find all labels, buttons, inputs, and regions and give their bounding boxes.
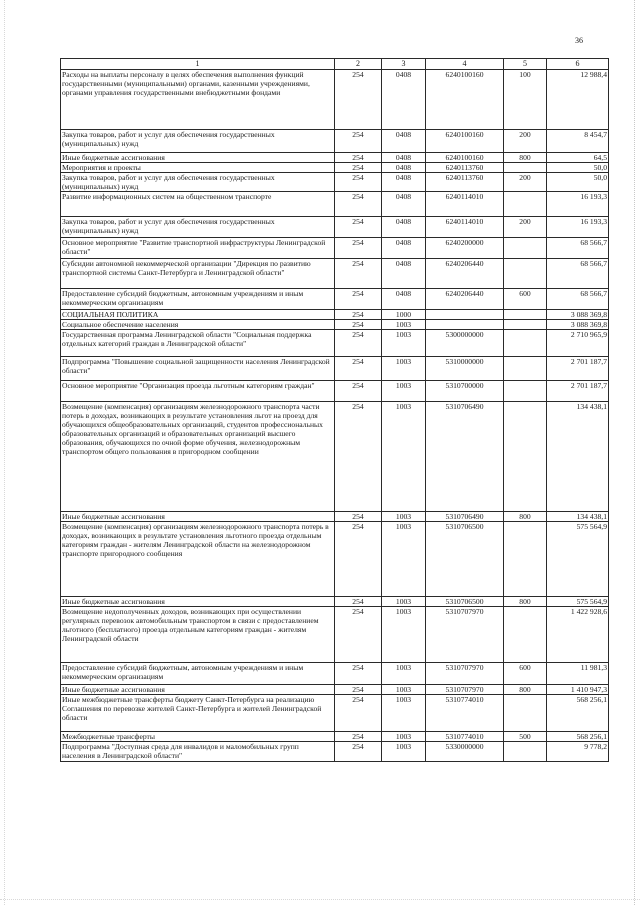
row-type-cell — [504, 402, 547, 512]
row-name-cell: Иные бюджетные ассигнования — [61, 512, 335, 522]
row-name-cell: Основное мероприятие "Организация проезда льготным категориям граждан" — [61, 381, 335, 402]
column-header: 3 — [382, 59, 426, 70]
row-code-cell: 254 — [335, 695, 382, 732]
row-target-cell: 5300000000 — [426, 330, 504, 357]
row-code-cell: 254 — [335, 289, 382, 310]
row-amount-cell: 50,0 — [547, 173, 609, 192]
row-type-cell: 500 — [504, 732, 547, 742]
row-amount-cell: 68 566,7 — [547, 259, 609, 289]
row-name-cell: Иные бюджетные ассигнования — [61, 153, 335, 163]
row-name-cell: Возмещение (компенсация) организациям железнодорожного транспорта потерь в доходах, возникающих в результате установления льготного проезда отдельным категориям граждан - жителям Ленинградской области на железнодорожном транспорте пригородного сообщения — [61, 522, 335, 597]
row-amount-cell: 64,5 — [547, 153, 609, 163]
row-name-cell: Иные бюджетные ассигнования — [61, 597, 335, 607]
row-amount-cell: 8 454,7 — [547, 130, 609, 153]
row-section-cell: 1003 — [382, 320, 426, 330]
table-header-row — [61, 59, 609, 70]
row-target-cell: 5330000000 — [426, 742, 504, 762]
row-amount-cell: 575 564,9 — [547, 597, 609, 607]
row-section-cell: 1003 — [382, 402, 426, 512]
scan-edge-bottom — [0, 899, 640, 901]
row-code-cell: 254 — [335, 357, 382, 381]
row-type-cell — [504, 238, 547, 259]
row-target-cell: 6240100160 — [426, 153, 504, 163]
row-type-cell: 200 — [504, 217, 547, 238]
row-code-cell: 254 — [335, 330, 382, 357]
row-type-cell — [504, 330, 547, 357]
row-code-cell: 254 — [335, 217, 382, 238]
row-section-cell: 1003 — [382, 381, 426, 402]
row-code-cell: 254 — [335, 663, 382, 685]
row-amount-cell: 2 701 187,7 — [547, 381, 609, 402]
column-header: 1 — [61, 59, 335, 70]
row-target-cell: 5310706500 — [426, 597, 504, 607]
row-amount-cell: 11 981,3 — [547, 663, 609, 685]
row-name-cell: Межбюджетные трансферты — [61, 732, 335, 742]
row-name-cell: Подпрограмма "Доступная среда для инвалидов и маломобильных групп населения в Ленинградской области" — [61, 742, 335, 762]
row-amount-cell: 2 701 187,7 — [547, 357, 609, 381]
row-target-cell: 5310707970 — [426, 685, 504, 695]
table-row — [61, 163, 609, 173]
row-target-cell: 5310706490 — [426, 512, 504, 522]
table-row — [61, 130, 609, 153]
row-name-cell: Подпрограмма "Повышение социальной защищенности населения Ленинградской области" — [61, 357, 335, 381]
row-section-cell: 1000 — [382, 310, 426, 320]
row-type-cell — [504, 522, 547, 597]
column-header: 6 — [547, 59, 609, 70]
row-section-cell: 1003 — [382, 742, 426, 762]
row-amount-cell: 68 566,7 — [547, 238, 609, 259]
row-amount-cell: 3 088 369,8 — [547, 320, 609, 330]
row-code-cell: 254 — [335, 192, 382, 217]
row-code-cell: 254 — [335, 130, 382, 153]
row-target-cell: 5310774010 — [426, 732, 504, 742]
row-section-cell: 0408 — [382, 173, 426, 192]
row-name-cell: Закупка товаров, работ и услуг для обеспечения государственных (муниципальных) нужд — [61, 217, 335, 238]
row-type-cell: 800 — [504, 685, 547, 695]
row-target-cell: 6240113760 — [426, 163, 504, 173]
row-section-cell: 1003 — [382, 522, 426, 597]
row-name-cell: Предоставление субсидий бюджетным, автономным учреждениям и иным некоммерческим организациям — [61, 289, 335, 310]
row-name-cell: Основное мероприятие "Развитие транспортной инфраструктуры Ленинградской области" — [61, 238, 335, 259]
table-row — [61, 320, 609, 330]
table-row — [61, 192, 609, 217]
row-amount-cell: 1 422 928,6 — [547, 607, 609, 663]
table-row — [61, 70, 609, 130]
row-amount-cell: 568 256,1 — [547, 732, 609, 742]
row-name-cell: Закупка товаров, работ и услуг для обеспечения государственных (муниципальных) нужд — [61, 130, 335, 153]
row-code-cell: 254 — [335, 173, 382, 192]
row-name-cell: Возмещение недополученных доходов, возникающих при осуществлении регулярных перевозок автомобильным транспортом в связи с предоставлением льготного (бесплатного) проезда отдельным категориям граждан - жителям Ленинградской области — [61, 607, 335, 663]
row-type-cell: 100 — [504, 70, 547, 130]
row-section-cell: 1003 — [382, 597, 426, 607]
table-row — [61, 522, 609, 597]
page-number: 36 — [575, 36, 583, 45]
row-type-cell — [504, 607, 547, 663]
row-target-cell: 5310706490 — [426, 402, 504, 512]
row-target-cell: 6240113760 — [426, 173, 504, 192]
row-name-cell: Субсидии автономной некоммерческой организации "Дирекция по развитию транспортной системы Санкт-Петербурга и Ленинградской области" — [61, 259, 335, 289]
table-row — [61, 695, 609, 732]
row-target-cell: 6240100160 — [426, 70, 504, 130]
table-row — [61, 259, 609, 289]
row-name-cell: Расходы на выплаты персоналу в целях обеспечения выполнения функций государственными (муниципальными) органами, казенными учреждениями, органами управления государственными внебюджетными фондами — [61, 70, 335, 130]
row-section-cell: 0408 — [382, 153, 426, 163]
row-code-cell: 254 — [335, 402, 382, 512]
column-header: 5 — [504, 59, 547, 70]
row-type-cell: 800 — [504, 512, 547, 522]
row-target-cell: 5310000000 — [426, 357, 504, 381]
row-section-cell: 1003 — [382, 695, 426, 732]
column-header: 2 — [335, 59, 382, 70]
table-row — [61, 310, 609, 320]
row-type-cell — [504, 163, 547, 173]
row-code-cell: 254 — [335, 522, 382, 597]
row-target-cell: 6240100160 — [426, 130, 504, 153]
row-section-cell: 0408 — [382, 289, 426, 310]
row-target-cell: 6240114010 — [426, 217, 504, 238]
row-section-cell: 1003 — [382, 732, 426, 742]
row-code-cell: 254 — [335, 381, 382, 402]
row-code-cell: 254 — [335, 607, 382, 663]
row-code-cell: 254 — [335, 597, 382, 607]
row-target-cell: 5310706500 — [426, 522, 504, 597]
row-code-cell: 254 — [335, 163, 382, 173]
row-target-cell: 5310774010 — [426, 695, 504, 732]
column-header: 4 — [426, 59, 504, 70]
row-section-cell: 0408 — [382, 70, 426, 130]
table-row — [61, 607, 609, 663]
row-type-cell: 800 — [504, 153, 547, 163]
row-type-cell: 600 — [504, 289, 547, 310]
row-type-cell — [504, 192, 547, 217]
row-section-cell: 0408 — [382, 259, 426, 289]
row-amount-cell: 3 088 369,8 — [547, 310, 609, 320]
row-section-cell: 0408 — [382, 130, 426, 153]
table-row — [61, 685, 609, 695]
row-section-cell: 1003 — [382, 685, 426, 695]
row-code-cell: 254 — [335, 742, 382, 762]
table-row — [61, 289, 609, 310]
row-target-cell: 6240114010 — [426, 192, 504, 217]
row-name-cell: Государственная программа Ленинградской области "Социальная поддержка отдельных категорий граждан в Ленинградской области" — [61, 330, 335, 357]
row-name-cell: Предоставление субсидий бюджетным, автономным учреждениям и иным некоммерческим организациям — [61, 663, 335, 685]
row-name-cell: Возмещение (компенсация) организациям железнодорожного транспорта части потерь в доходах, возникающих в результате установления льгот на проезд для обучающихся общеобразовательных организаций, студентов профессиональных образовательных организаций и образовательных организаций высшего образования, обучающихся по очной форме обучения, железнодорожным транспортом общего пользования в пригородном сообщении — [61, 402, 335, 512]
row-name-cell: Мероприятия и проекты — [61, 163, 335, 173]
row-target-cell: 5310700000 — [426, 381, 504, 402]
row-section-cell: 1003 — [382, 512, 426, 522]
row-section-cell: 0408 — [382, 238, 426, 259]
row-amount-cell: 575 564,9 — [547, 522, 609, 597]
row-section-cell: 0408 — [382, 192, 426, 217]
row-code-cell: 254 — [335, 732, 382, 742]
table-row — [61, 330, 609, 357]
row-type-cell — [504, 259, 547, 289]
row-target-cell: 6240206440 — [426, 289, 504, 310]
row-section-cell: 1003 — [382, 330, 426, 357]
table-row — [61, 402, 609, 512]
row-amount-cell: 16 193,3 — [547, 217, 609, 238]
row-section-cell: 1003 — [382, 607, 426, 663]
row-type-cell — [504, 381, 547, 402]
row-name-cell: Социальное обеспечение населения — [61, 320, 335, 330]
budget-table — [60, 58, 609, 762]
row-section-cell: 0408 — [382, 163, 426, 173]
row-amount-cell: 1 410 947,3 — [547, 685, 609, 695]
row-code-cell: 254 — [335, 70, 382, 130]
row-name-cell: Развитие информационных систем на общественном транспорте — [61, 192, 335, 217]
scan-edge-right — [634, 0, 636, 905]
row-name-cell: Иные межбюджетные трансферты бюджету Санкт-Петербурга на реализацию Соглашения по перевозке жителей Санкт-Петербурга и жителей Ленинградской области — [61, 695, 335, 732]
row-code-cell: 254 — [335, 238, 382, 259]
row-target-cell: 6240200000 — [426, 238, 504, 259]
row-amount-cell: 134 438,1 — [547, 512, 609, 522]
row-type-cell — [504, 320, 547, 330]
table-row — [61, 357, 609, 381]
row-target-cell — [426, 320, 504, 330]
row-amount-cell: 16 193,3 — [547, 192, 609, 217]
row-code-cell: 254 — [335, 512, 382, 522]
row-name-cell: Закупка товаров, работ и услуг для обеспечения государственных (муниципальных) нужд — [61, 173, 335, 192]
row-type-cell: 800 — [504, 597, 547, 607]
row-target-cell: 5310707970 — [426, 663, 504, 685]
row-name-cell: Иные бюджетные ассигнования — [61, 685, 335, 695]
row-amount-cell: 68 566,7 — [547, 289, 609, 310]
table-row — [61, 663, 609, 685]
row-type-cell — [504, 695, 547, 732]
row-type-cell: 200 — [504, 173, 547, 192]
row-type-cell — [504, 310, 547, 320]
row-target-cell — [426, 310, 504, 320]
row-amount-cell: 568 256,1 — [547, 695, 609, 732]
table-row — [61, 238, 609, 259]
row-target-cell: 6240206440 — [426, 259, 504, 289]
row-code-cell: 254 — [335, 310, 382, 320]
row-type-cell — [504, 742, 547, 762]
row-section-cell: 0408 — [382, 217, 426, 238]
row-name-cell: СОЦИАЛЬНАЯ ПОЛИТИКА — [61, 310, 335, 320]
row-amount-cell: 50,0 — [547, 163, 609, 173]
row-code-cell: 254 — [335, 259, 382, 289]
table-row — [61, 732, 609, 742]
row-amount-cell: 9 778,2 — [547, 742, 609, 762]
table-row — [61, 381, 609, 402]
row-code-cell: 254 — [335, 153, 382, 163]
row-amount-cell: 12 988,4 — [547, 70, 609, 130]
table-row — [61, 742, 609, 762]
row-section-cell: 1003 — [382, 663, 426, 685]
row-code-cell: 254 — [335, 320, 382, 330]
row-section-cell: 1003 — [382, 357, 426, 381]
row-type-cell — [504, 357, 547, 381]
row-amount-cell: 2 710 965,9 — [547, 330, 609, 357]
table-row — [61, 512, 609, 522]
table-row — [61, 153, 609, 163]
row-amount-cell: 134 438,1 — [547, 402, 609, 512]
scan-edge-left — [4, 0, 6, 905]
row-code-cell: 254 — [335, 685, 382, 695]
table-row — [61, 597, 609, 607]
row-type-cell: 200 — [504, 130, 547, 153]
row-target-cell: 5310707970 — [426, 607, 504, 663]
table-row — [61, 173, 609, 192]
row-type-cell: 600 — [504, 663, 547, 685]
table-row — [61, 217, 609, 238]
